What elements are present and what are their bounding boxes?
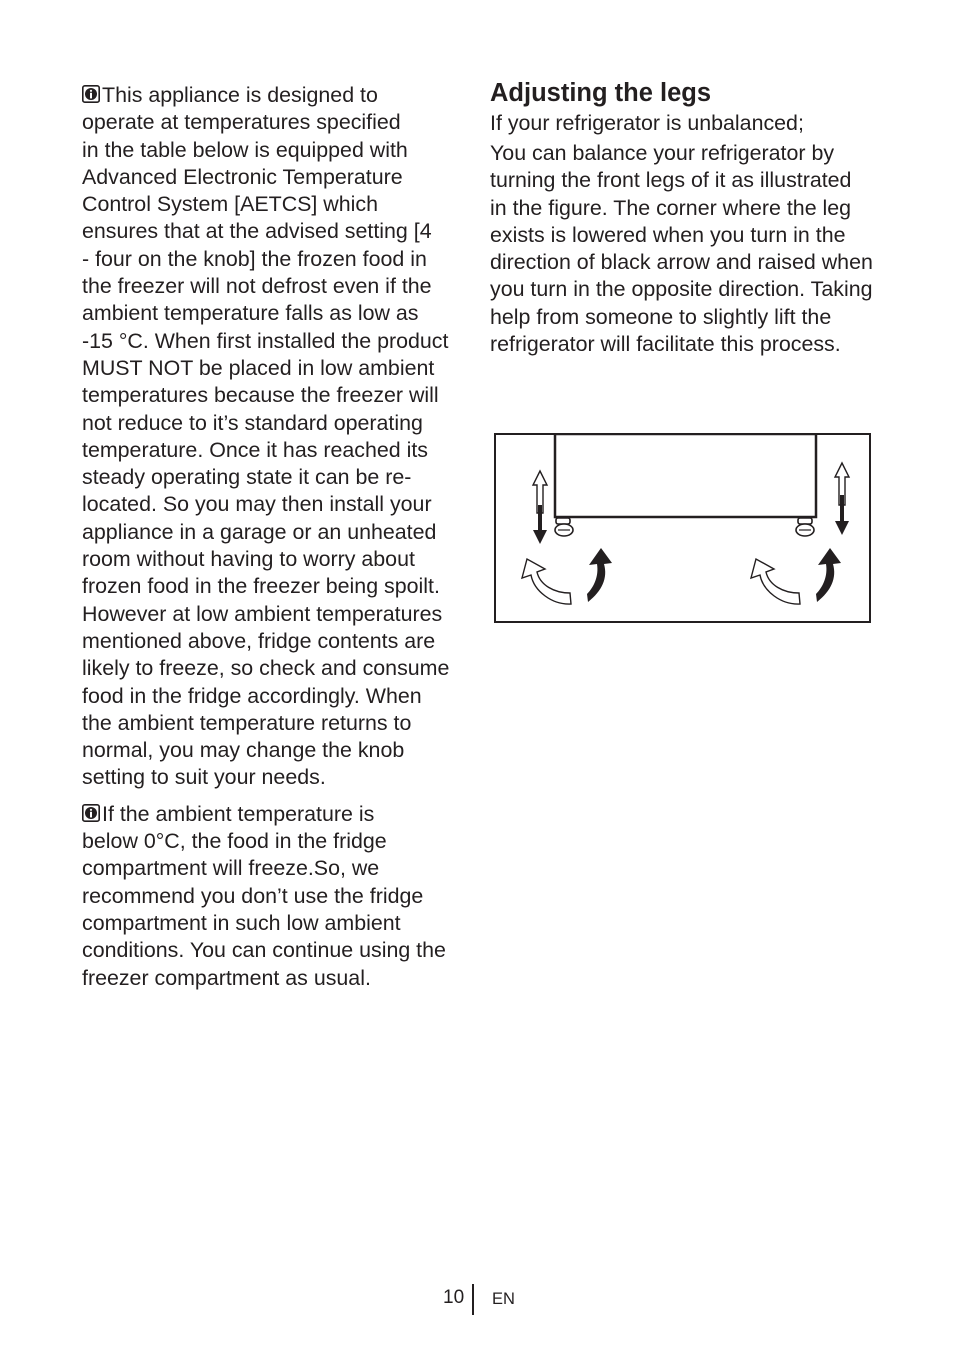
left-column: [82, 82, 466, 992]
info-paragraph-2-text: If the ambient temperature is below 0°C, the food in the fridge compartment will freeze.So, we recommend you don’t use the fridge compartment in such low ambient conditions. You can continue using the freezer compartment as usual.: [82, 801, 446, 990]
footer-divider: [472, 1284, 474, 1315]
right-leg: [796, 518, 814, 536]
page-number: 10: [443, 1287, 465, 1308]
info-paragraph-1-text: This appliance is designed to operate at temperatures specified in the table below is equipped with Advanced Electronic Temperature Control System [AETCS] which ensures that at the advised setting [4 - four on the knob] the frozen food in the freezer will not defrost even if the ambient temperature falls as low as -15 °C. When first installed the product MUST NOT be placed in low ambient temperatures because the freezer will not reduce to it’s standard operating temperature. Once it has reached its steady operating state it can be re- located. So you may then install your appliance in a garage or an unheated room without having to worry about frozen food in the freezer being spoilt. However at low ambient temperatures mentioned above, fridge contents are likely to freeze, so check and consume food in the fridge accordingly. When the ambient temperature returns to normal, you may change the knob setting to suit your needs.: [82, 83, 450, 790]
body-paragraph: You can balance your refrigerator by turning the front legs of it as illustrated in the figure. The corner where the leg exists is lowered when you turn in the direction of black arrow and raised when you turn in the opposite direction. Taking help from someone to slightly lift the refrigerator will facilitate this process.: [490, 141, 873, 357]
info-icon: [82, 804, 100, 822]
info-paragraph-2: [82, 801, 466, 992]
refrigerator-body: [555, 434, 816, 517]
info-icon: [82, 85, 100, 103]
legs-adjustment-figure: [494, 433, 871, 623]
section-heading: Adjusting the legs: [490, 79, 712, 107]
info-paragraph-1: [82, 82, 466, 792]
left-leg: [555, 518, 573, 536]
intro-line: If your refrigerator is unbalanced;: [490, 111, 804, 135]
language-code: EN: [492, 1290, 515, 1308]
